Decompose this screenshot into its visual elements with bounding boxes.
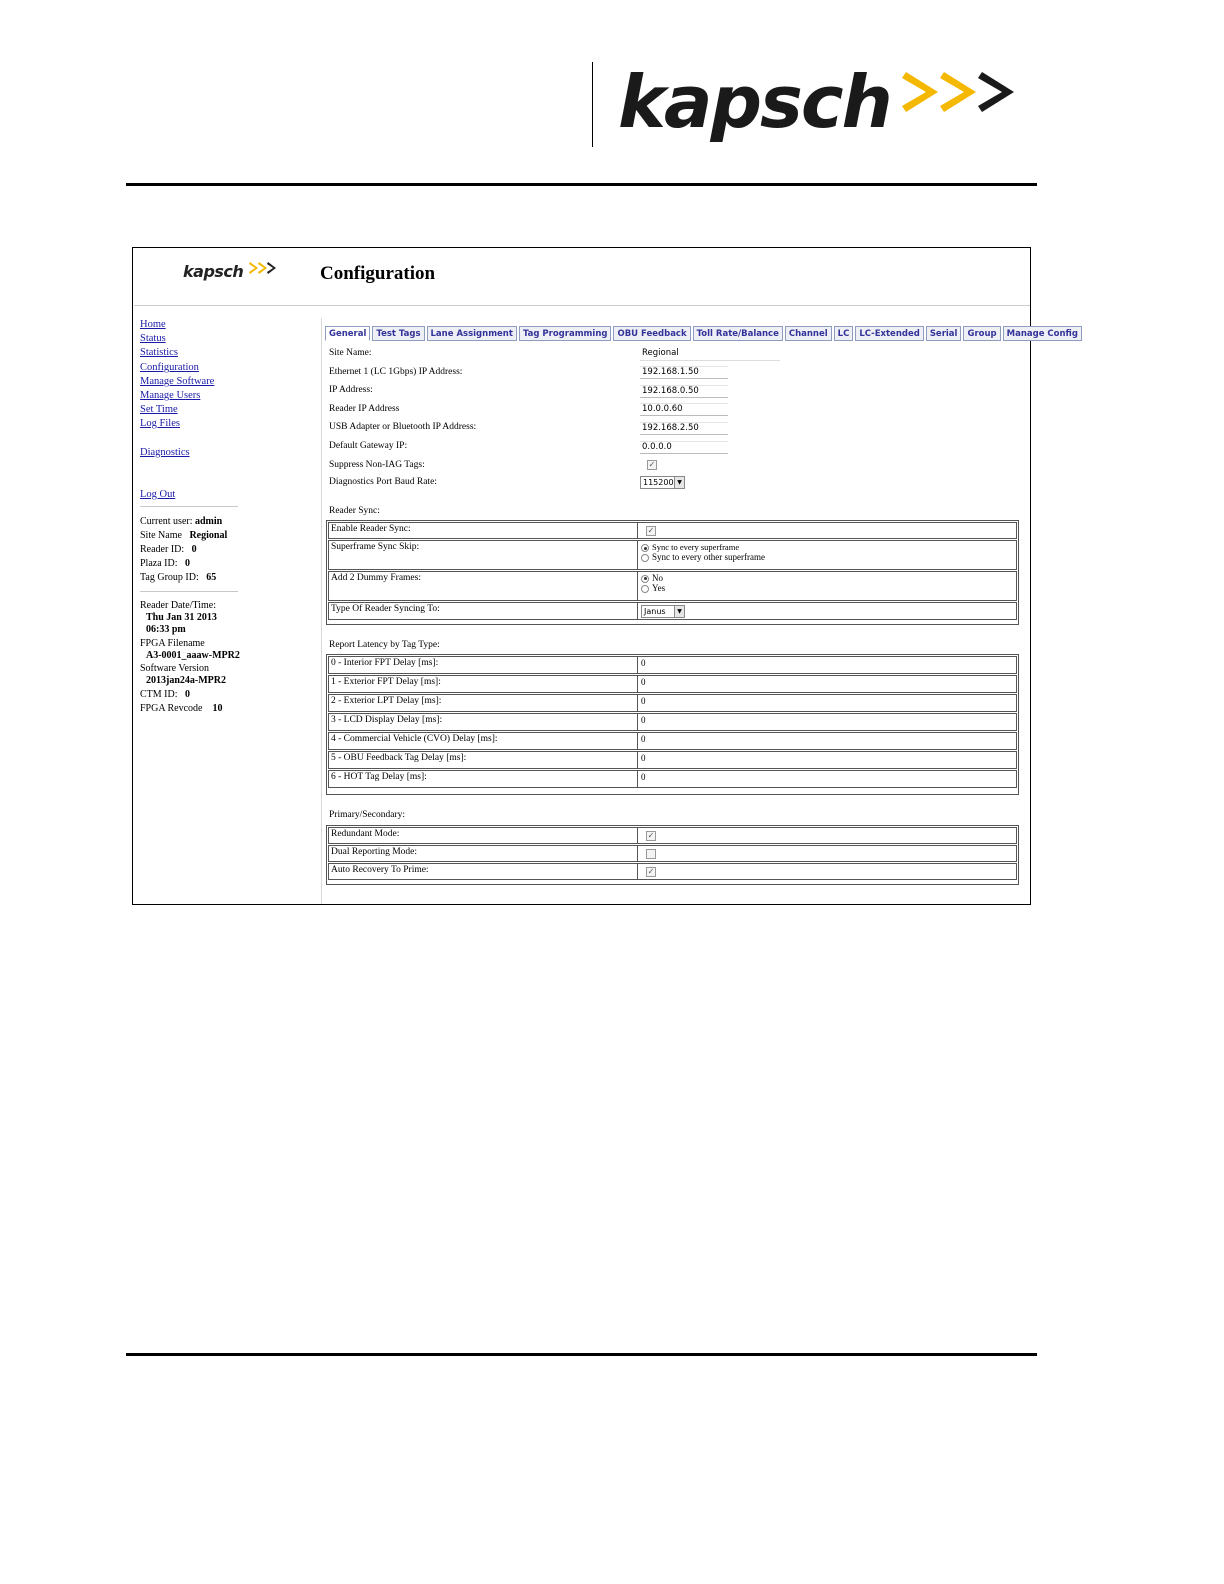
primary-title: Primary/Secondary: [329,810,405,820]
radio-selected-icon [641,544,649,552]
current-user: Current user: admin [140,516,223,527]
fpga-filename: A3-0001_aaaw-MPR2 [146,650,240,661]
site-name: Site Name Regional [140,530,228,541]
site-name-rule [640,360,780,361]
latency-row [328,656,1017,674]
tag-group-id: Tag Group ID: 65 [140,572,217,583]
page-title: Configuration [320,263,436,284]
ip-address-label: IP Address: [329,385,373,395]
nav-logout[interactable]: Log Out [140,489,176,500]
info-separator [140,591,238,592]
gateway-input[interactable]: 0.0.0.0 [640,441,728,454]
superframe-option-1[interactable]: Sync to every superframe [641,542,1013,552]
latency-label: 5 - OBU Feedback Tag Delay [ms]: [329,752,638,768]
fpga-filename-label: FPGA Filename [140,638,205,649]
logo-wordmark: kapsch [618,60,891,144]
superframe-label: Superframe Sync Skip: [329,541,638,569]
sync-type-row [328,602,1017,620]
superframe-row [328,540,1017,570]
redundant-checkbox[interactable]: ✓ [647,831,655,840]
dual-reporting-checkbox[interactable] [646,849,656,859]
reader-time: 06:33 pm [146,624,186,635]
latency-input[interactable]: 0 [641,734,646,744]
latency-label: 1 - Exterior FPT Delay [ms]: [329,676,638,692]
config-tabs [325,326,1084,340]
content-divider [321,318,322,904]
sync-type-select[interactable] [641,605,685,618]
latency-input[interactable]: 0 [641,696,646,706]
software-version-label: Software Version [140,663,209,674]
suppress-checkbox[interactable]: ✓ [648,460,656,469]
chevron-down-icon: ▼ [674,477,684,488]
suppress-label: Suppress Non-IAG Tags: [329,460,425,470]
enable-sync-checkbox[interactable]: ✓ [647,526,655,535]
radio-selected-icon [641,575,649,583]
redundant-row [328,827,1017,844]
fpga-revcode: FPGA Revcode 10 [140,703,223,714]
latency-input[interactable]: 0 [641,658,646,668]
nav-statistics[interactable]: Statistics [140,347,178,358]
baud-select[interactable] [640,476,685,489]
site-name-value: Regional [642,348,679,358]
usb-ip-label: USB Adapter or Bluetooth IP Address: [329,422,477,432]
chevrons-icon [902,66,1022,116]
latency-input[interactable]: 0 [641,715,646,725]
superframe-option-2[interactable]: Sync to every other superframe [641,552,1013,562]
dummy-option-yes[interactable]: Yes [641,583,1013,593]
auto-recovery-checkbox[interactable]: ✓ [647,867,655,876]
app-logo-chevrons-icon [249,262,277,274]
tab-tag-programming[interactable]: Tag Programming [519,326,612,341]
latency-title: Report Latency by Tag Type: [329,640,440,650]
latency-label: 4 - Commercial Vehicle (CVO) Delay [ms]: [329,733,638,749]
latency-label: 0 - Interior FPT Delay [ms]: [329,657,638,673]
nav-configuration[interactable]: Configuration [140,362,199,373]
reader-datetime-label: Reader Date/Time: [140,600,217,611]
nav-home[interactable]: Home [140,319,166,330]
tab-lane-assignment[interactable]: Lane Assignment [427,326,517,341]
baud-value: 115200 [643,478,674,487]
sync-type-value: Janus [644,607,666,616]
tab-toll-rate-balance[interactable]: Toll Rate/Balance [693,326,783,341]
enable-sync-label: Enable Reader Sync: [329,523,638,538]
latency-table [326,654,1019,795]
radio-icon [641,554,649,562]
reader-sync-title: Reader Sync: [329,506,380,516]
tab-lc-extended[interactable]: LC-Extended [855,326,923,341]
latency-row [328,694,1017,712]
nav-diagnostics[interactable]: Diagnostics [140,447,190,458]
dummy-frames-row [328,571,1017,601]
reader-date: Thu Jan 31 2013 [146,612,217,623]
enable-sync-row [328,522,1017,539]
latency-row [328,770,1017,788]
plaza-id: Plaza ID: 0 [140,558,190,569]
primary-table [326,825,1019,885]
header-divider [592,62,593,147]
reader-ip-input[interactable]: 10.0.0.60 [640,403,728,416]
dual-reporting-label: Dual Reporting Mode: [329,846,638,861]
latency-input[interactable]: 0 [641,753,646,763]
ip-address-input[interactable]: 192.168.0.50 [640,385,728,398]
latency-input[interactable]: 0 [641,772,646,782]
software-version: 2013jan24a-MPR2 [146,675,226,686]
nav-separator [140,506,238,507]
latency-label: 6 - HOT Tag Delay [ms]: [329,771,638,787]
reader-sync-table [326,520,1019,625]
dual-reporting-row [328,845,1017,862]
latency-row [328,675,1017,693]
radio-icon [641,585,649,593]
nav-log-files[interactable]: Log Files [140,418,180,429]
eth1-ip-label: Ethernet 1 (LC 1Gbps) IP Address: [329,367,463,377]
reader-ip-label: Reader IP Address [329,404,400,414]
tab-group[interactable]: Group [963,326,1000,341]
usb-ip-input[interactable]: 192.168.2.50 [640,422,728,435]
nav-status[interactable]: Status [140,333,166,344]
baud-label: Diagnostics Port Baud Rate: [329,477,437,487]
latency-row [328,751,1017,769]
tab-serial[interactable]: Serial [926,326,962,341]
chevron-down-icon: ▼ [674,606,684,617]
footer-rule [126,1353,1037,1356]
tab-channel[interactable]: Channel [785,326,832,341]
tab-lc[interactable]: LC [834,326,854,341]
ctm-id: CTM ID: 0 [140,689,190,700]
eth1-ip-input[interactable]: 192.168.1.50 [640,366,728,379]
nav-set-time[interactable]: Set Time [140,404,178,415]
latency-input[interactable]: 0 [641,677,646,687]
redundant-label: Redundant Mode: [329,828,638,843]
dummy-option-no[interactable]: No [641,573,1013,583]
tab-obu-feedback[interactable]: OBU Feedback [613,326,690,341]
header-rule [126,183,1037,186]
reader-id: Reader ID: 0 [140,544,197,555]
tab-manage-config[interactable]: Manage Config [1003,326,1082,341]
dummy-frames-label: Add 2 Dummy Frames: [329,572,638,600]
latency-row [328,732,1017,750]
auto-recovery-row [328,863,1017,880]
sync-type-label: Type Of Reader Syncing To: [329,603,638,619]
nav-manage-software[interactable]: Manage Software [140,376,215,387]
tab-test-tags[interactable]: Test Tags [372,326,424,341]
nav-manage-users[interactable]: Manage Users [140,390,201,401]
app-header-rule [134,305,1030,306]
site-name-label: Site Name: [329,348,372,358]
latency-row [328,713,1017,731]
kapsch-logo [618,60,1023,145]
tab-general[interactable]: General [325,326,370,341]
latency-label: 2 - Exterior LPT Delay [ms]: [329,695,638,711]
latency-label: 3 - LCD Display Delay [ms]: [329,714,638,730]
auto-recovery-label: Auto Recovery To Prime: [329,864,638,879]
app-logo [183,262,243,281]
gateway-label: Default Gateway IP: [329,441,408,451]
app-logo-wordmark: kapsch [183,262,244,281]
